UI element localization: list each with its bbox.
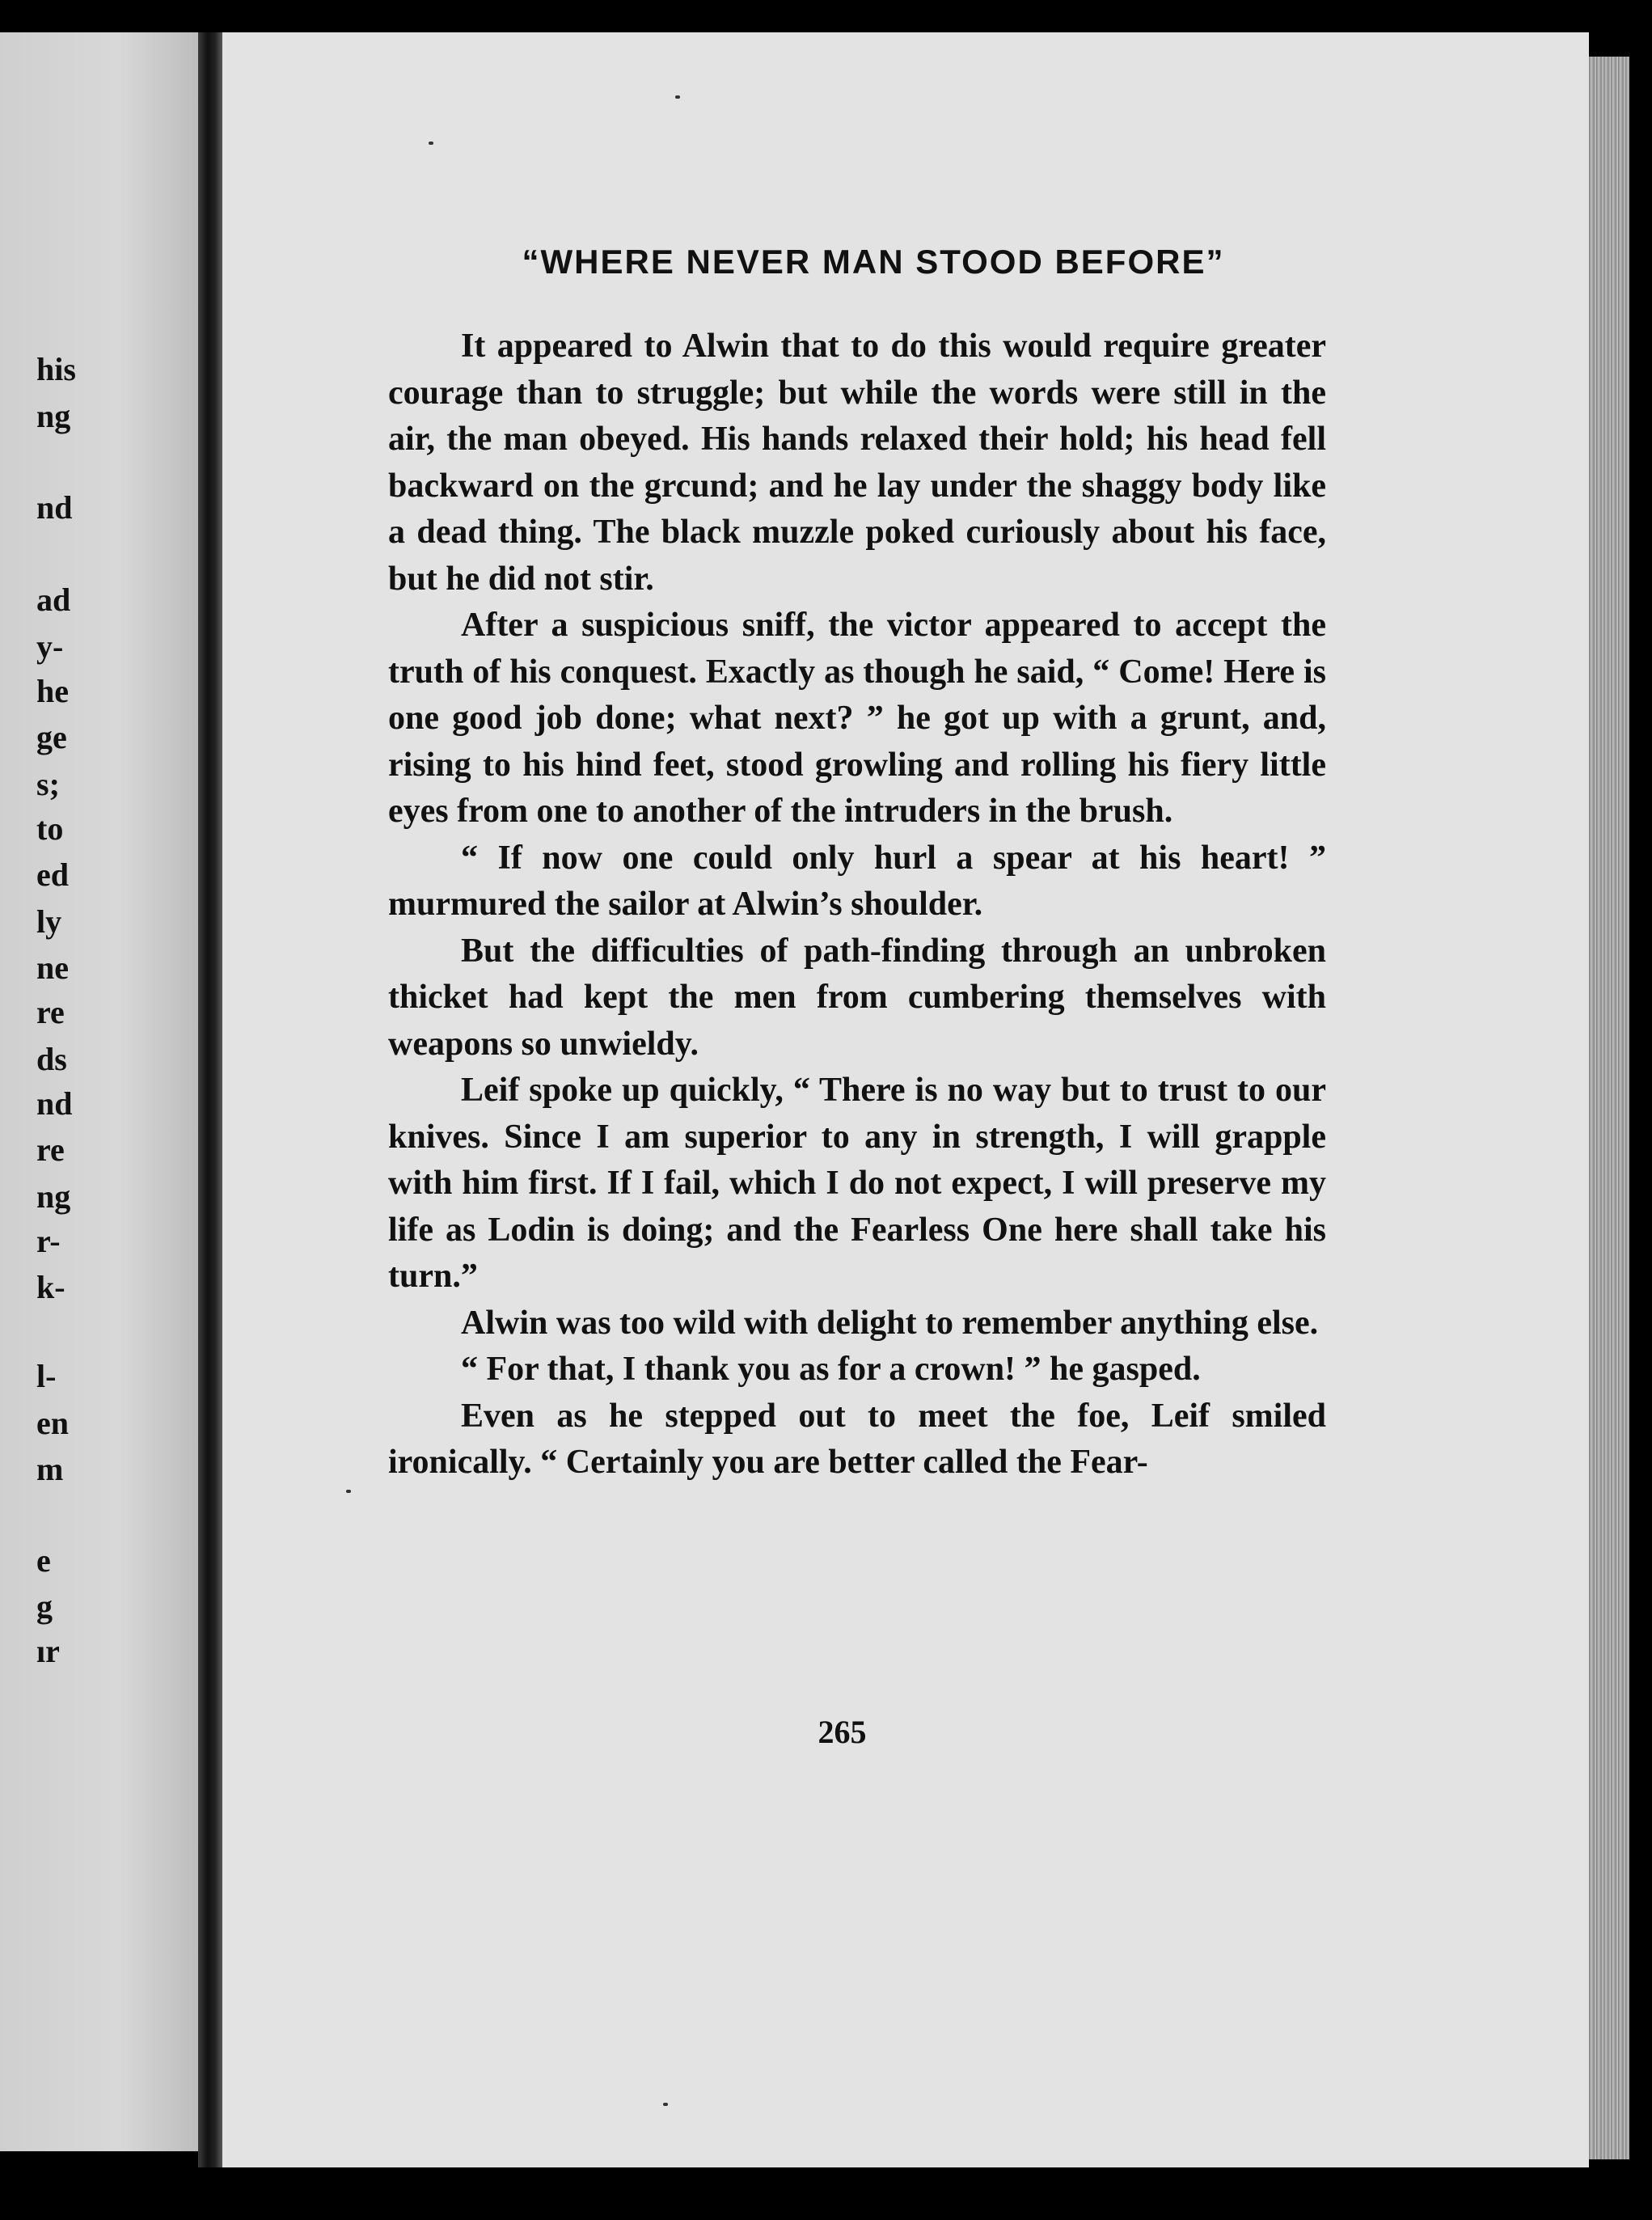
left-fragment: ge xyxy=(36,719,67,755)
left-fragment: g xyxy=(36,1588,53,1625)
left-fragment: k- xyxy=(36,1269,65,1305)
left-fragment: r- xyxy=(36,1223,61,1259)
page-edge-stack xyxy=(1589,57,1629,2159)
paragraph: After a suspicious sniff, the victor appeared to accept the truth of his conquest. Exactly as though he said, “ Come! Here is one good job done; what next? ” he got up with a grunt, and, rising to his hind feet, stood growling and rolling his fiery little eyes from one to another of the intruders in the brush. xyxy=(388,607,1326,830)
paragraph: “ If now one could only hurl a spear at his heart! ” murmured the sailor at Alwin’s shoulder. xyxy=(388,839,1326,923)
dust-speck xyxy=(675,95,680,99)
left-fragment: he xyxy=(36,673,69,709)
left-fragment: nd xyxy=(36,489,73,526)
left-fragment: ng xyxy=(36,398,71,434)
left-fragment: ad xyxy=(36,581,71,618)
left-fragment: ed xyxy=(36,856,69,893)
left-fragment: ng xyxy=(36,1178,71,1215)
paragraph: It appeared to Alwin that to do this would require greater courage than to struggle; but while the words were still in the air, the man obeyed. His hands relaxed their hold; his head fell backward on the grcund; and he lay under the shaggy body like a dead thing. The black muzzle poked curiously about his face, but he did not stir. xyxy=(388,328,1326,598)
left-fragment: ds xyxy=(36,1041,67,1077)
paragraph: “ For that, I thank you as for a crown! ” he gasped. xyxy=(461,1351,1201,1388)
left-fragment: en xyxy=(36,1405,69,1441)
left-fragment: m xyxy=(36,1451,64,1487)
dust-speck xyxy=(663,2103,668,2106)
left-fragment: re xyxy=(36,1131,65,1168)
running-heading: “WHERE NEVER MAN STOOD BEFORE” xyxy=(522,243,1225,281)
left-fragment: e xyxy=(36,1542,51,1579)
paragraph: Alwin was too wild with delight to remember anything else. xyxy=(461,1304,1319,1342)
left-fragment: y- xyxy=(36,628,64,665)
book-gutter xyxy=(198,32,222,2167)
left-fragment: to xyxy=(36,810,64,847)
left-page-text-fragments xyxy=(0,32,198,2151)
left-fragment: ly xyxy=(36,903,62,940)
paragraph: Leif spoke up quickly, “ There is no way but to trust to our knives. Since I am superior to any in strength, I will grapple with him first. If I fail, which I do not expect, I will preserve my life as Lodin is doing; and the Fearless One here shall take his turn.” xyxy=(388,1072,1326,1295)
dust-speck xyxy=(346,1490,351,1493)
left-fragment: ne xyxy=(36,949,69,986)
left-page xyxy=(0,32,198,2151)
paragraph: Even as he stepped out to meet the foe, Leif smiled ironically. “ Certainly you are better called the Fear- xyxy=(388,1397,1326,1481)
page-body xyxy=(388,323,1326,1486)
left-fragment: l- xyxy=(36,1358,57,1394)
dust-speck xyxy=(429,142,433,145)
page-number: 265 xyxy=(818,1714,867,1750)
paragraph: But the difficulties of path-finding through an unbroken thicket had kept the men from cumbering themselves with weapons so unwieldy. xyxy=(388,932,1326,1063)
left-fragment: nd xyxy=(36,1085,73,1122)
left-fragment: s; xyxy=(36,766,60,802)
left-fragment: his xyxy=(36,351,76,387)
left-fragment: ır xyxy=(36,1633,60,1669)
left-fragment: re xyxy=(36,994,65,1030)
